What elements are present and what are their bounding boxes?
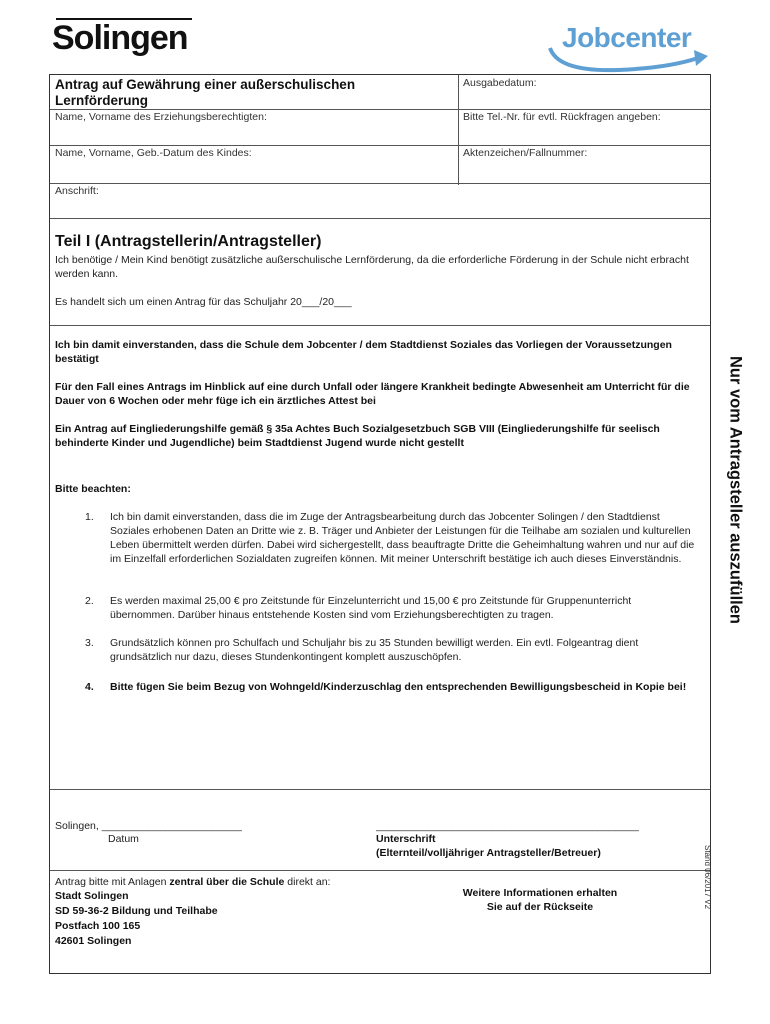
list-number: 1. [85,511,94,523]
send-bold: zentral über die Schule [169,876,285,888]
info-line: Weitere Informationen erhalten [462,887,618,899]
schuljahr-field[interactable]: Es handelt sich um einen Antrag für das Schuljahr 20___/20___ [55,296,352,308]
list-text: Es werden maximal 25,00 € pro Zeitstunde für Einzelunterricht und 15,00 € pro Zeitstunde für Gruppenunterricht übernommen. Darüber hinaus entstehende Kosten sind vom Erziehungsberechtigten zu tragen. [110,595,632,621]
side-label-text: Nur vom Antragsteller auszufüllen [726,355,745,625]
list-text: Grundsätzlich können pro Schulfach und Schuljahr bis zu 35 Stunden bewilligt werden. Ein evtl. Folgeantrag dient grundsätzlich nur dazu, dieses Stundenkontingent komplett auszuschöpfen. [110,637,639,663]
list-number: 2. [85,595,94,607]
teil1-intro: Ich benötige / Mein Kind benötigt zusätzliche außerschulische Lernförderung, da die erforderliche Förderung in der Schule nicht erbracht werden kann. [55,254,689,280]
send-instruction [55,875,435,889]
divider [50,789,710,790]
side-label [690,330,770,650]
divider [50,183,710,184]
solingen-logo-text: Solingen [52,19,188,57]
info-line: Sie auf der Rückseite [486,901,594,913]
datum-label: Datum [108,833,139,845]
list-text: Bitte fügen Sie beim Bezug von Wohngeld/Kinderzuschlag den entsprechenden Bewilligungsbescheid in Kopie bei! [110,681,687,693]
consent-school: Ich bin damit einverstanden, dass die Schule dem Jobcenter / dem Stadtdienst Soziales das Vorliegen der Voraussetzungen bestätigt [55,339,672,365]
list-number: 4. [85,681,94,693]
consent-eingliederung: Ein Antrag auf Eingliederungshilfe gemäß § 35a Achtes Buch Sozialgesetzbuch SGB VIII (Eingliederungshilfe für seelisch behinderte Kinder und Jugendliche) beim Stadtdienst Jugend wurde nicht gestellt [55,423,660,449]
address-line: 42601 Solingen [55,935,132,947]
consent-attest: Für den Fall eines Antrags im Hinblick auf eine durch Unfall oder längere Krankheit bedingte Abwesenheit am Unterricht für die Dauer von 6 Wochen oder mehr füge ich ein ärztliches Attest bei [55,381,690,407]
unterschrift-label: Unterschrift [376,833,436,845]
form-title: Antrag auf Gewährung einer außerschulischen Lernförderung [55,77,356,108]
jobcenter-swoosh-icon [548,20,718,76]
info-text [425,886,655,914]
address-line: SD 59-36-2 Bildung und Teilhabe [55,905,218,917]
stand-text: Stand 06/2017 V2 [703,845,712,910]
address-line: Postfach 100 165 [55,920,141,932]
ort-datum-field[interactable]: Solingen, ________________________ [55,820,242,832]
ausgabedatum-label: Ausgabedatum: [463,77,537,89]
teil1-heading: Teil I (Antragstellerin/Antragsteller) [55,233,322,250]
jobcenter-logo-text: Jobcenter [562,22,692,53]
list-number: 3. [85,637,94,649]
divider [458,75,459,185]
send-post: direkt an: [284,876,331,888]
send-pre: Antrag bitte mit Anlagen [55,876,170,888]
stand-label [703,845,770,910]
anschrift-field[interactable]: Anschrift: [55,185,99,197]
aktenzeichen-field[interactable]: Aktenzeichen/Fallnummer: [463,147,588,159]
jobcenter-logo [548,20,718,76]
kind-name-field[interactable]: Name, Vorname, Geb.-Datum des Kindes: [55,147,252,159]
list-text: Ich bin damit einverstanden, dass die im Zuge der Antragsbearbeitung durch das Jobcenter Solingen / den Stadtdienst Soziales erhobenen Daten an Dritte wie z. B. Träger und Anbieter der Leistungen für die Teilhabe am sozialen und kulturellen Leben übermittelt werden dürfen. Dabei wird sichergestellt, dass beauftragte Dritte die Geheimhaltung wahren und nur auf die im Einzelfall erforderlichen Sozialdaten zugreifen können. Mit meiner Unterschrift bestätige ich auch dieses Einverständnis. [110,511,695,565]
unterschrift-sub-label: (Elternteil/volljähriger Antragsteller/Betreuer) [376,847,601,859]
erzieher-name-field[interactable]: Name, Vorname des Erziehungsberechtigten: [55,111,267,123]
divider [50,325,710,326]
beachten-label: Bitte beachten: [55,483,131,495]
divider [50,218,710,219]
form-frame [49,74,711,974]
divider [50,870,710,871]
address-block [55,889,355,949]
telefon-field[interactable]: Bitte Tel.-Nr. für evtl. Rückfragen angeben: [463,111,661,123]
divider [50,145,710,146]
solingen-logo [50,18,195,56]
signature-line[interactable]: _____________________________________________ [376,820,639,832]
divider [50,109,710,110]
address-line: Stadt Solingen [55,890,129,902]
